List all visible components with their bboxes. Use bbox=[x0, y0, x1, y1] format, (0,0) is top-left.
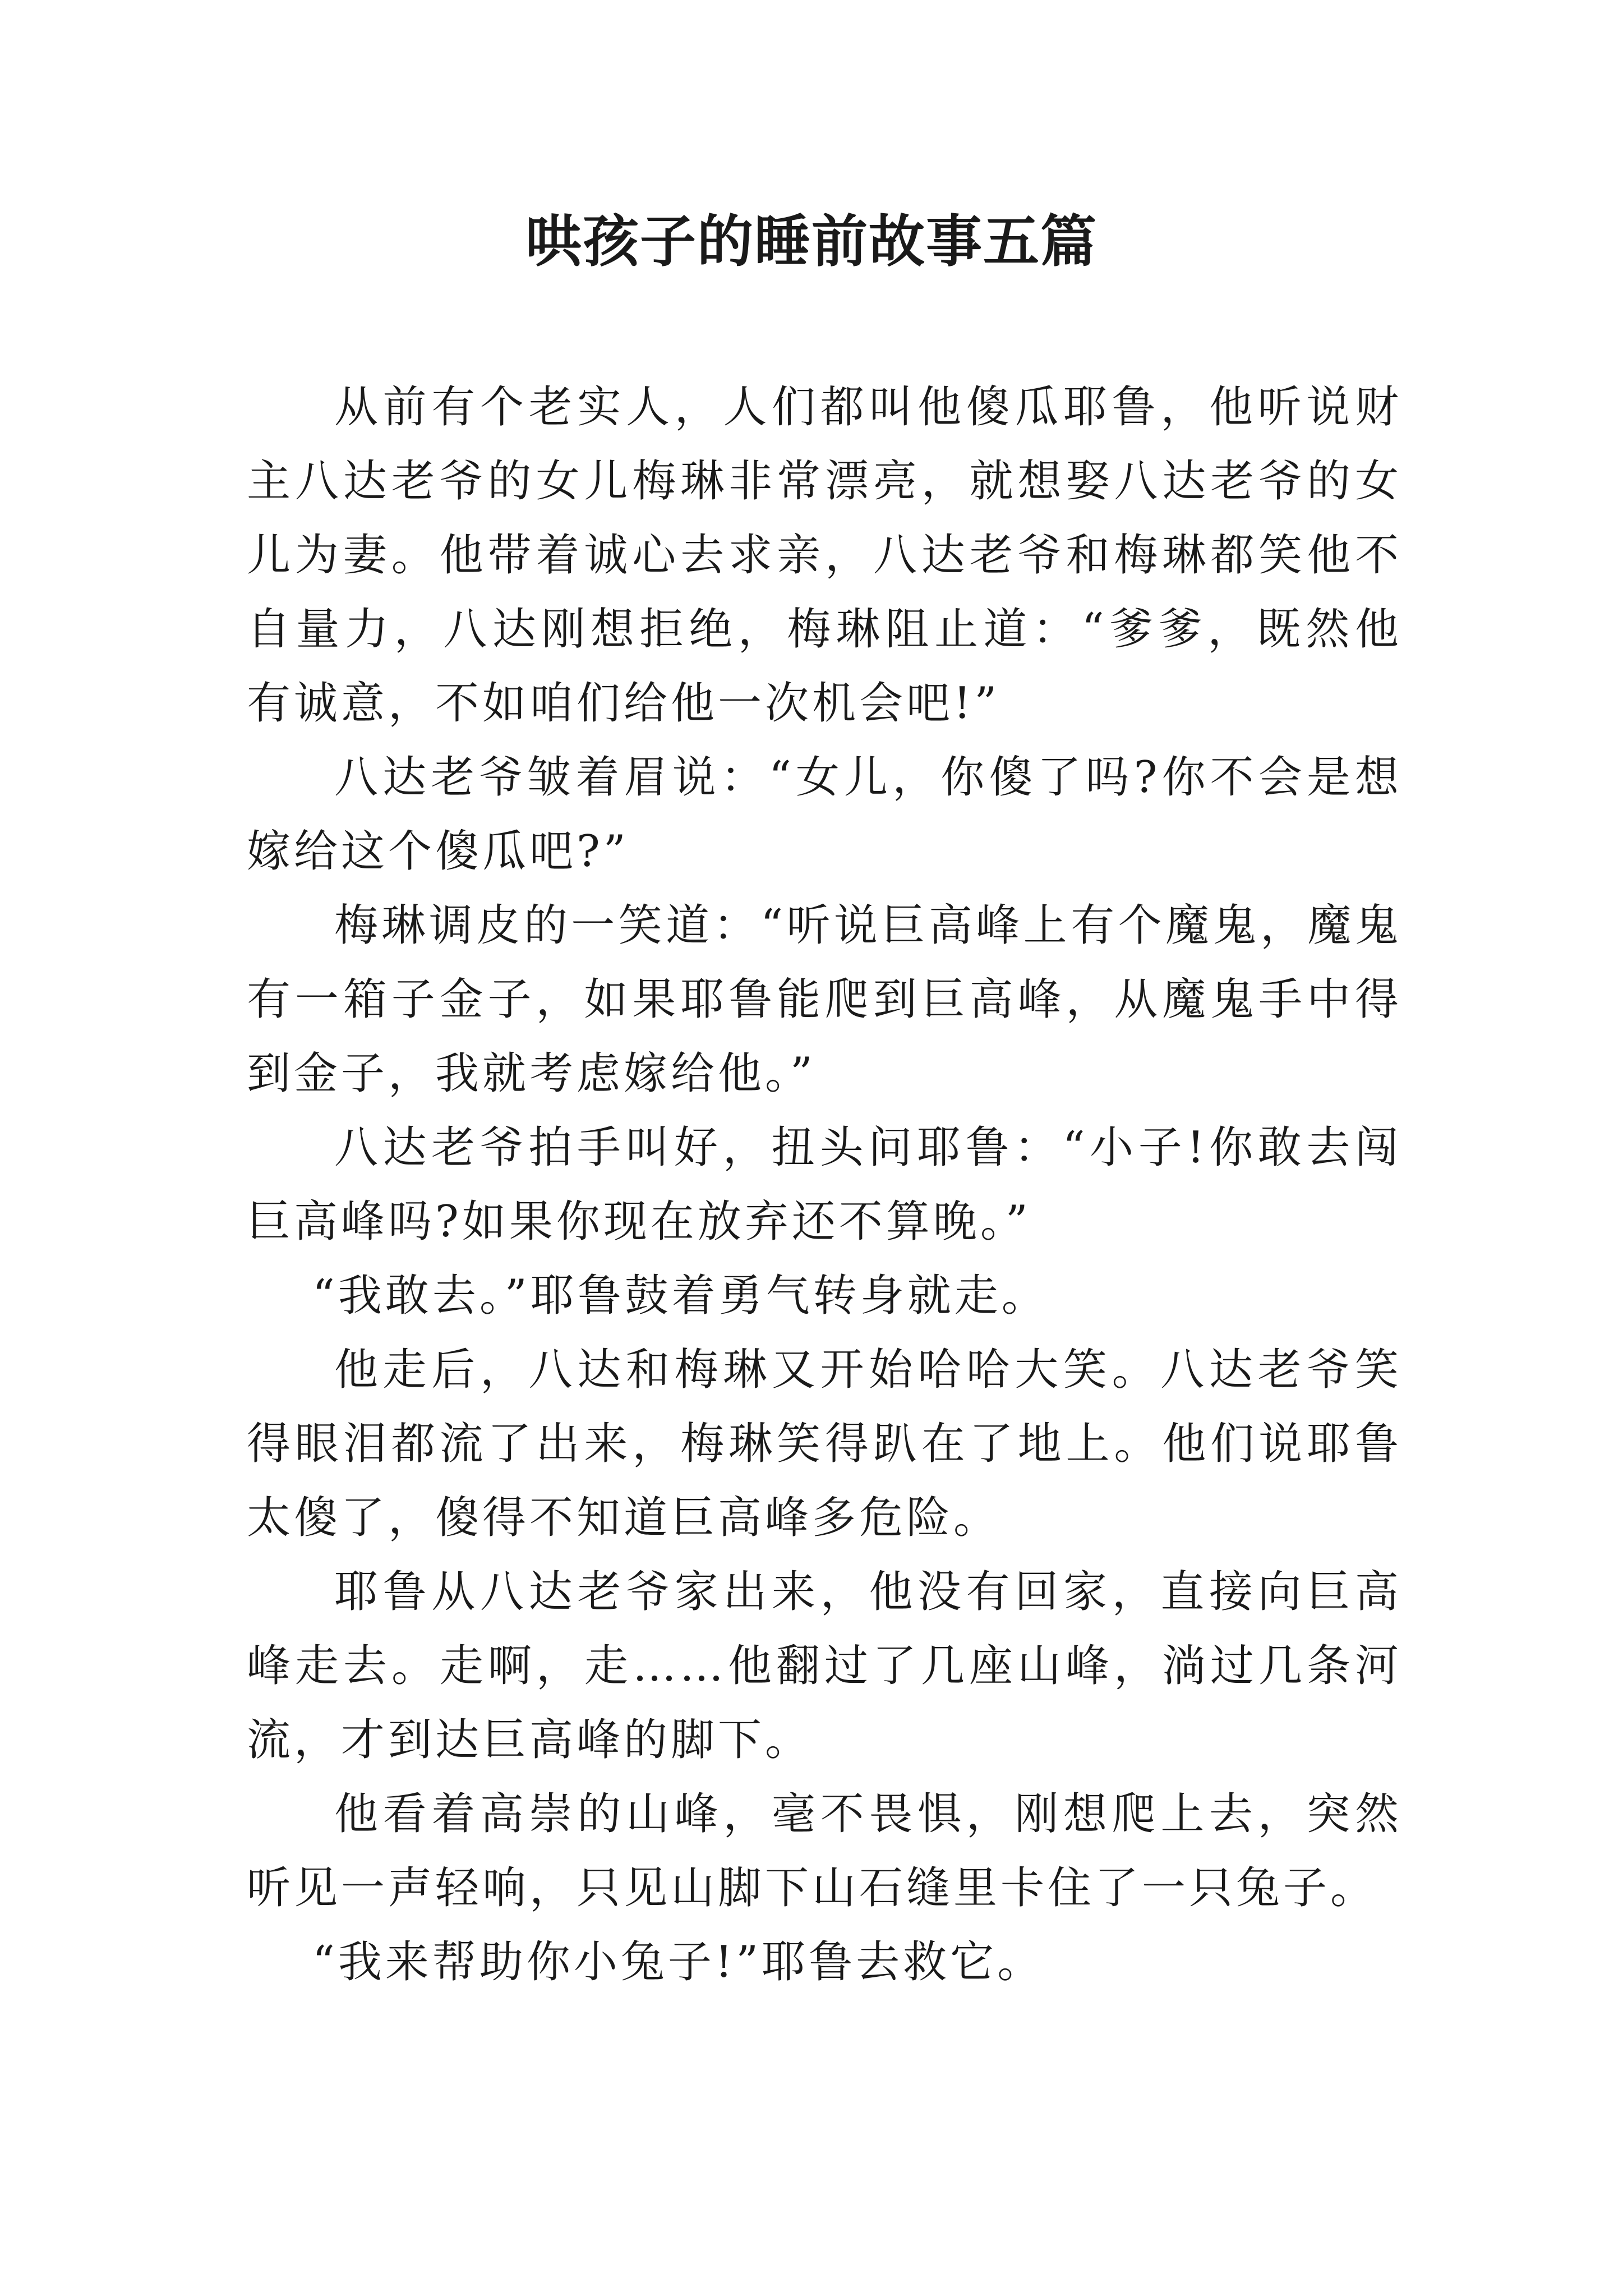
paragraph: 他看着高崇的山峰，毫不畏惧，刚想爬上去，突然听见一声轻响，只见山脚下山石缝里卡住了一只兔子。 bbox=[247, 1789, 1402, 1913]
document-body bbox=[247, 370, 1402, 1999]
document-title: 哄孩子的睡前故事五篇 bbox=[525, 208, 1098, 274]
paragraph: 八达老爷拍手叫好，扭头问耶鲁：“小子!你敢去闯巨高峰吗?如果你现在放弃还不算晚。” bbox=[247, 1122, 1402, 1247]
paragraph: 八达老爷皱着眉说：“女儿，你傻了吗?你不会是想嫁给这个傻瓜吧?” bbox=[247, 752, 1402, 877]
paragraph: “我敢去。”耶鲁鼓着勇气转身就走。 bbox=[312, 1271, 1049, 1321]
paragraph: 耶鲁从八达老爷家出来，他没有回家，直接向巨高峰走去。走啊，走……他翻过了几座山峰，淌过几条河流，才到达巨高峰的脚下。 bbox=[247, 1567, 1402, 1765]
paragraph: 梅琳调皮的一笑道：“听说巨高峰上有个魔鬼，魔鬼有一箱子金子，如果耶鲁能爬到巨高峰，从魔鬼手中得到金子，我就考虑嫁给他。” bbox=[247, 900, 1402, 1099]
paragraph: “我来帮助你小兔子!”耶鲁去救它。 bbox=[312, 1937, 1045, 1987]
paragraph: 他走后，八达和梅琳又开始哈哈大笑。八达老爷笑得眼泪都流了出来，梅琳笑得趴在了地上。他们说耶鲁太傻了，傻得不知道巨高峰多危险。 bbox=[247, 1345, 1402, 1543]
paragraph: 从前有个老实人，人们都叫他傻瓜耶鲁，他听说财主八达老爷的女儿梅琳非常漂亮，就想娶八达老爷的女儿为妻。他带着诚心去求亲，八达老爷和梅琳都笑他不自量力，八达刚想拒绝，梅琳阻止道：“爹爹，既然他有诚意，不如咱们给他一次机会吧!” bbox=[247, 382, 1402, 729]
